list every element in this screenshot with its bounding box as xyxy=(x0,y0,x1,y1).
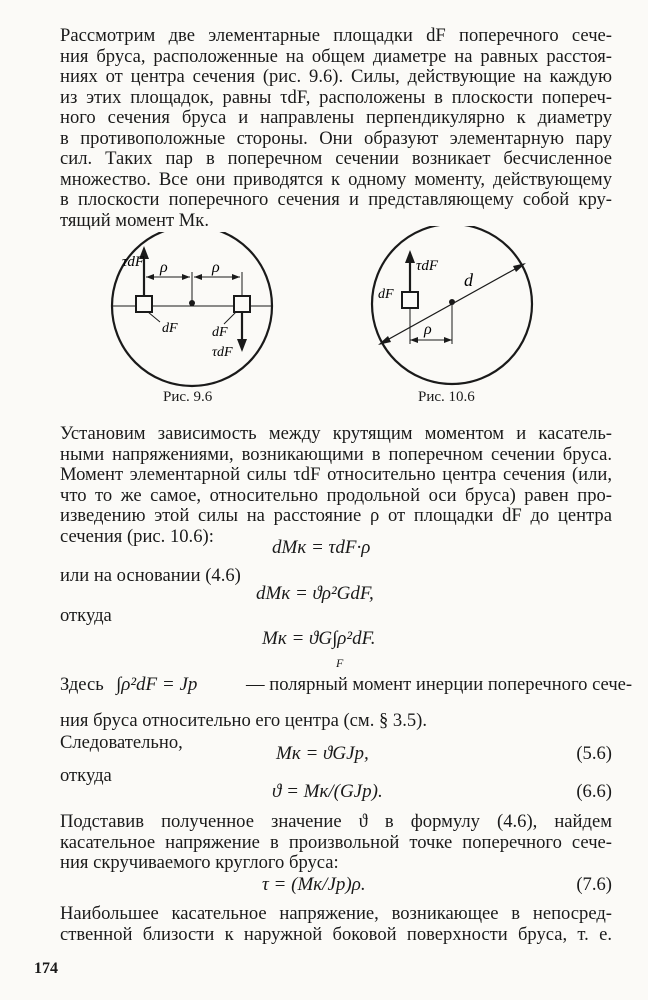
integral-domain: F xyxy=(336,656,344,670)
text-line: ственной близости к наружной боковой поверхности бруса, т. е. xyxy=(60,923,612,945)
arrowhead-icon xyxy=(237,339,247,352)
label-whence: откуда xyxy=(60,605,112,626)
arrowhead-icon xyxy=(405,250,415,263)
arrowhead-icon xyxy=(146,274,154,280)
element-area-right xyxy=(234,296,250,312)
text-line: Установим зависимость между крутящим моментом и касатель- xyxy=(60,423,612,444)
paragraph-2 xyxy=(60,424,612,547)
label-dF-right: dF xyxy=(212,325,228,340)
here-text: — полярный момент инерции поперечного сече- xyxy=(246,674,633,695)
equation-Mk-integral: Mк = ϑG∫ρ²dF. xyxy=(262,628,376,649)
label-dF-left: dF xyxy=(162,321,178,336)
equation-7-6: τ = (Mк/Jp)ρ. xyxy=(262,874,366,895)
equation-dMk-2: dMк = ϑρ²GdF, xyxy=(256,583,374,604)
label-tau-dF-bottom: τdF xyxy=(212,345,233,360)
text-line: множество. Все они приводятся к одному моменту, действующему xyxy=(60,168,612,190)
equation-number-6-6: (6.6) xyxy=(576,781,612,802)
paragraph-3 xyxy=(60,812,612,874)
label-whence-2: откуда xyxy=(60,765,112,786)
text-line: из этих площадок, равны τdF, расположены в плоскости попереч- xyxy=(60,86,612,108)
arrowhead-icon xyxy=(232,274,240,280)
text-line: ния бруса, расположенные на общем диаметре на равных расстоя- xyxy=(60,45,612,67)
text-line: тящий момент Mк. xyxy=(60,209,209,231)
element-area xyxy=(402,292,418,308)
text-line: касательное напряжение в произвольной точке поперечного сече- xyxy=(60,831,612,853)
text-line: что то же самое, относительно продольной оси бруса) равен про- xyxy=(60,484,612,506)
leader-line xyxy=(148,312,160,322)
text-line: Наибольшее касательное напряжение, возникающее в непосред- xyxy=(60,903,612,924)
equation-number-7-6: (7.6) xyxy=(576,874,612,895)
caption-fig-9-6: Рис. 9.6 xyxy=(163,389,213,405)
text-line: изведению этой силы на расстояние ρ от площадки dF до центра xyxy=(60,505,612,526)
here-line-2: ния бруса относительно его центра (см. § 3.5). xyxy=(60,710,428,731)
text-line: ного сечения бруса и направлены перпендикулярно к диаметру xyxy=(60,107,612,128)
text-line: в противоположные стороны. Они образуют элементарную пару xyxy=(60,127,612,149)
label-d: d xyxy=(464,270,473,290)
arrowhead-icon xyxy=(410,337,418,343)
equation-6-6: ϑ = Mк/(GJp). xyxy=(272,781,383,802)
paragraph-4 xyxy=(60,904,612,945)
arrowhead-icon xyxy=(194,274,202,280)
arrowhead-icon xyxy=(182,274,190,280)
caption-fig-10-6: Рис. 10.6 xyxy=(418,389,475,405)
equation-number-5-6: (5.6) xyxy=(576,743,612,764)
label-tau-dF: τdF xyxy=(416,258,439,274)
label-rho-right: ρ xyxy=(212,259,220,276)
label-rho-left: ρ xyxy=(160,259,168,276)
label-or-basis: или на основании (4.6) xyxy=(60,565,241,586)
arrowhead-icon xyxy=(444,337,452,343)
figure-9-6 xyxy=(108,232,284,408)
text-line: ными напряжениями, возникающими в поперечном сечении бруса. xyxy=(60,443,612,465)
figure-10-6 xyxy=(366,226,542,402)
text-line: Подставив полученное значение ϑ в формулу (4.6), найдем xyxy=(60,811,612,832)
page-number: 174 xyxy=(34,960,58,977)
paragraph-1 xyxy=(60,26,612,231)
text-line: сил. Таких пар в поперечном сечении возникает бесчисленное xyxy=(60,148,612,169)
text-line: ния скручиваемого круглого бруса: xyxy=(60,852,339,873)
text-line: ниях от центра сечения (рис. 9.6). Силы, действующие на каждую xyxy=(60,66,612,87)
label-dF: dF xyxy=(378,287,394,302)
element-area-left xyxy=(136,296,152,312)
text-line: сечения (рис. 10.6): xyxy=(60,525,214,547)
leader-line xyxy=(224,312,236,324)
text-line: в плоскости поперечного сечения и представляющему собой кру- xyxy=(60,189,612,210)
label-therefore: Следовательно, xyxy=(60,732,183,753)
text-line: Рассмотрим две элементарные площадки dF поперечного сече- xyxy=(60,25,612,46)
label-rho: ρ xyxy=(424,321,432,338)
label-tau-dF-top: τdF xyxy=(122,254,145,270)
text-line: Момент элементарной силы τdF относительно центра сечения (или, xyxy=(60,464,612,485)
here-prefix: Здесь xyxy=(60,674,104,695)
polar-moment-formula: ∫ρ²dF = Jp xyxy=(116,674,198,695)
equation-dMk-1: dMк = τdF·ρ xyxy=(272,537,371,558)
equation-5-6: Mк = ϑGJp, xyxy=(276,743,369,764)
